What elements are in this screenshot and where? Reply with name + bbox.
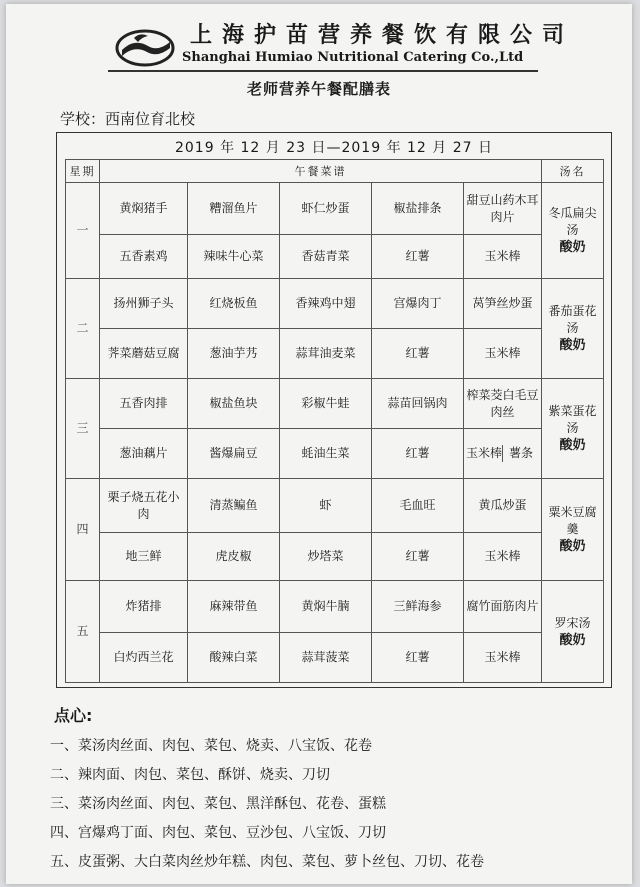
soup-name: 粟米豆腐羹 xyxy=(548,505,597,536)
lunch-menu-table xyxy=(65,159,604,683)
snacks-list xyxy=(50,732,610,877)
date-range: 2019 年 12 月 23 日—2019 年 12 月 27 日 xyxy=(174,140,494,156)
page-title: 老师营养午餐配膳表 xyxy=(246,80,391,98)
table-header-row xyxy=(66,160,604,183)
dish-cell: 毛血旺 xyxy=(372,479,464,533)
dish-cell: 黄瓜炒蛋 xyxy=(464,479,542,533)
day-label: 三 xyxy=(66,379,100,479)
dish-cell: 蒜茸油麦菜 xyxy=(280,329,372,379)
dish-cell: 清蒸鳊鱼 xyxy=(188,479,280,533)
dish-cell: 红烧板鱼 xyxy=(188,279,280,329)
table-row xyxy=(66,479,604,533)
header-day: 星期 xyxy=(66,160,100,183)
dish-cell: 椒盐鱼块 xyxy=(188,379,280,429)
dish-cell: 三鲜海参 xyxy=(372,581,464,633)
dish-cell: 甜豆山药木耳肉片 xyxy=(464,183,542,235)
list-item: 二、辣肉面、肉包、菜包、酥饼、烧卖、刀切 xyxy=(50,767,330,783)
table-row xyxy=(66,183,604,235)
dish-cell: 黄焖牛腩 xyxy=(280,581,372,633)
table-row xyxy=(66,379,604,429)
dish-cell: 虾 xyxy=(280,479,372,533)
table-row xyxy=(66,279,604,329)
dish-cell: 红薯 xyxy=(372,429,464,479)
soup-cell xyxy=(542,379,604,479)
dish-cell: 白灼西兰花 xyxy=(100,633,188,683)
dish-cell: 玉米棒 xyxy=(466,446,503,460)
dish-cell: 玉米棒 xyxy=(464,633,542,683)
dish-cell: 蒜茸菠菜 xyxy=(280,633,372,683)
dish-cell: 香辣鸡中翅 xyxy=(280,279,372,329)
table-row xyxy=(66,235,604,279)
drink-name: 酸奶 xyxy=(559,240,586,255)
dish-cell-split xyxy=(464,429,542,479)
drink-name: 酸奶 xyxy=(559,438,586,453)
list-item: 三、菜汤肉丝面、肉包、菜包、黑洋酥包、花卷、蛋糕 xyxy=(50,796,386,812)
dish-cell: 栗子烧五花小肉 xyxy=(100,479,188,533)
header-soup: 汤名 xyxy=(542,160,604,183)
header-divider xyxy=(108,70,538,72)
school-name: 学校：西南位育北校 xyxy=(60,110,196,128)
dish-cell: 虾仁炒蛋 xyxy=(280,183,372,235)
table-row xyxy=(66,633,604,683)
dish-cell: 香菇青菜 xyxy=(280,235,372,279)
dish-cell: 黄焖猪手 xyxy=(100,183,188,235)
dish-cell: 玉米棒 xyxy=(464,533,542,581)
day-label: 五 xyxy=(66,581,100,683)
dish-cell: 五香肉排 xyxy=(100,379,188,429)
dish-cell: 五香素鸡 xyxy=(100,235,188,279)
day-label: 一 xyxy=(66,183,100,279)
drink-name: 酸奶 xyxy=(559,632,586,648)
table-row xyxy=(66,429,604,479)
dish-cell: 葱油芋艿 xyxy=(188,329,280,379)
soup-name: 罗宋汤 xyxy=(554,615,591,630)
soup-cell xyxy=(542,183,604,279)
company-logo xyxy=(114,28,176,68)
menu-frame xyxy=(56,132,612,688)
dish-cell: 红薯 xyxy=(372,235,464,279)
dish-cell: 炸猪排 xyxy=(100,581,188,633)
dish-cell: 宫爆肉丁 xyxy=(372,279,464,329)
dish-cell: 虎皮椒 xyxy=(188,533,280,581)
soup-name: 紫菜蛋花汤 xyxy=(548,404,597,435)
dish-cell: 红薯 xyxy=(372,329,464,379)
dish-cell: 麻辣带鱼 xyxy=(188,581,280,633)
table-row xyxy=(66,533,604,581)
dish-cell: 薯条 xyxy=(502,445,539,462)
dish-cell: 葱油藕片 xyxy=(100,429,188,479)
soup-cell xyxy=(542,279,604,379)
dish-cell: 辣味牛心菜 xyxy=(188,235,280,279)
drink-name: 酸奶 xyxy=(559,539,586,554)
dish-cell: 玉米棒 xyxy=(464,235,542,279)
header-dishes: 午餐菜谱 xyxy=(100,160,542,183)
dish-cell: 红薯 xyxy=(372,633,464,683)
dish-cell: 荠菜蘑菇豆腐 xyxy=(100,329,188,379)
soup-name: 冬瓜扁尖汤 xyxy=(548,206,597,237)
dish-cell: 炒塔菜 xyxy=(280,533,372,581)
soup-cell xyxy=(542,581,604,683)
list-item: 一、菜汤肉丝面、肉包、菜包、烧卖、八宝饭、花卷 xyxy=(50,738,372,754)
dish-cell: 蒜苗回锅肉 xyxy=(372,379,464,429)
dish-cell: 酸辣白菜 xyxy=(188,633,280,683)
dish-cell: 蚝油生菜 xyxy=(280,429,372,479)
dish-cell: 莴笋丝炒蛋 xyxy=(464,279,542,329)
dish-cell: 玉米棒 xyxy=(464,329,542,379)
table-row xyxy=(66,581,604,633)
soup-cell xyxy=(542,479,604,581)
snacks-title: 点心: xyxy=(54,706,93,725)
dish-cell: 红薯 xyxy=(372,533,464,581)
dish-cell: 扬州狮子头 xyxy=(100,279,188,329)
dish-cell: 腐竹面筋肉片 xyxy=(464,581,542,633)
dish-cell: 椒盐排条 xyxy=(372,183,464,235)
company-name-en: Shanghai Humiao Nutritional Catering Co.,Ltd xyxy=(182,50,524,65)
menu-sheet xyxy=(6,4,632,884)
dish-cell: 榨菜茭白毛豆肉丝 xyxy=(464,379,542,429)
day-label: 四 xyxy=(66,479,100,581)
dish-cell: 糟溜鱼片 xyxy=(188,183,280,235)
day-label: 二 xyxy=(66,279,100,379)
dish-cell: 地三鲜 xyxy=(100,533,188,581)
table-row xyxy=(66,329,604,379)
company-name-cn: 上海护苗营养餐饮有限公司 xyxy=(190,22,575,48)
dish-cell: 酱爆扁豆 xyxy=(188,429,280,479)
drink-name: 酸奶 xyxy=(559,338,586,353)
list-item: 五、皮蛋粥、大白菜肉丝炒年糕、肉包、菜包、萝卜丝包、刀切、花卷 xyxy=(50,854,484,870)
dish-cell: 彩椒牛蛙 xyxy=(280,379,372,429)
list-item: 四、宫爆鸡丁面、肉包、菜包、豆沙包、八宝饭、刀切 xyxy=(50,825,386,841)
soup-name: 番茄蛋花汤 xyxy=(548,304,597,335)
